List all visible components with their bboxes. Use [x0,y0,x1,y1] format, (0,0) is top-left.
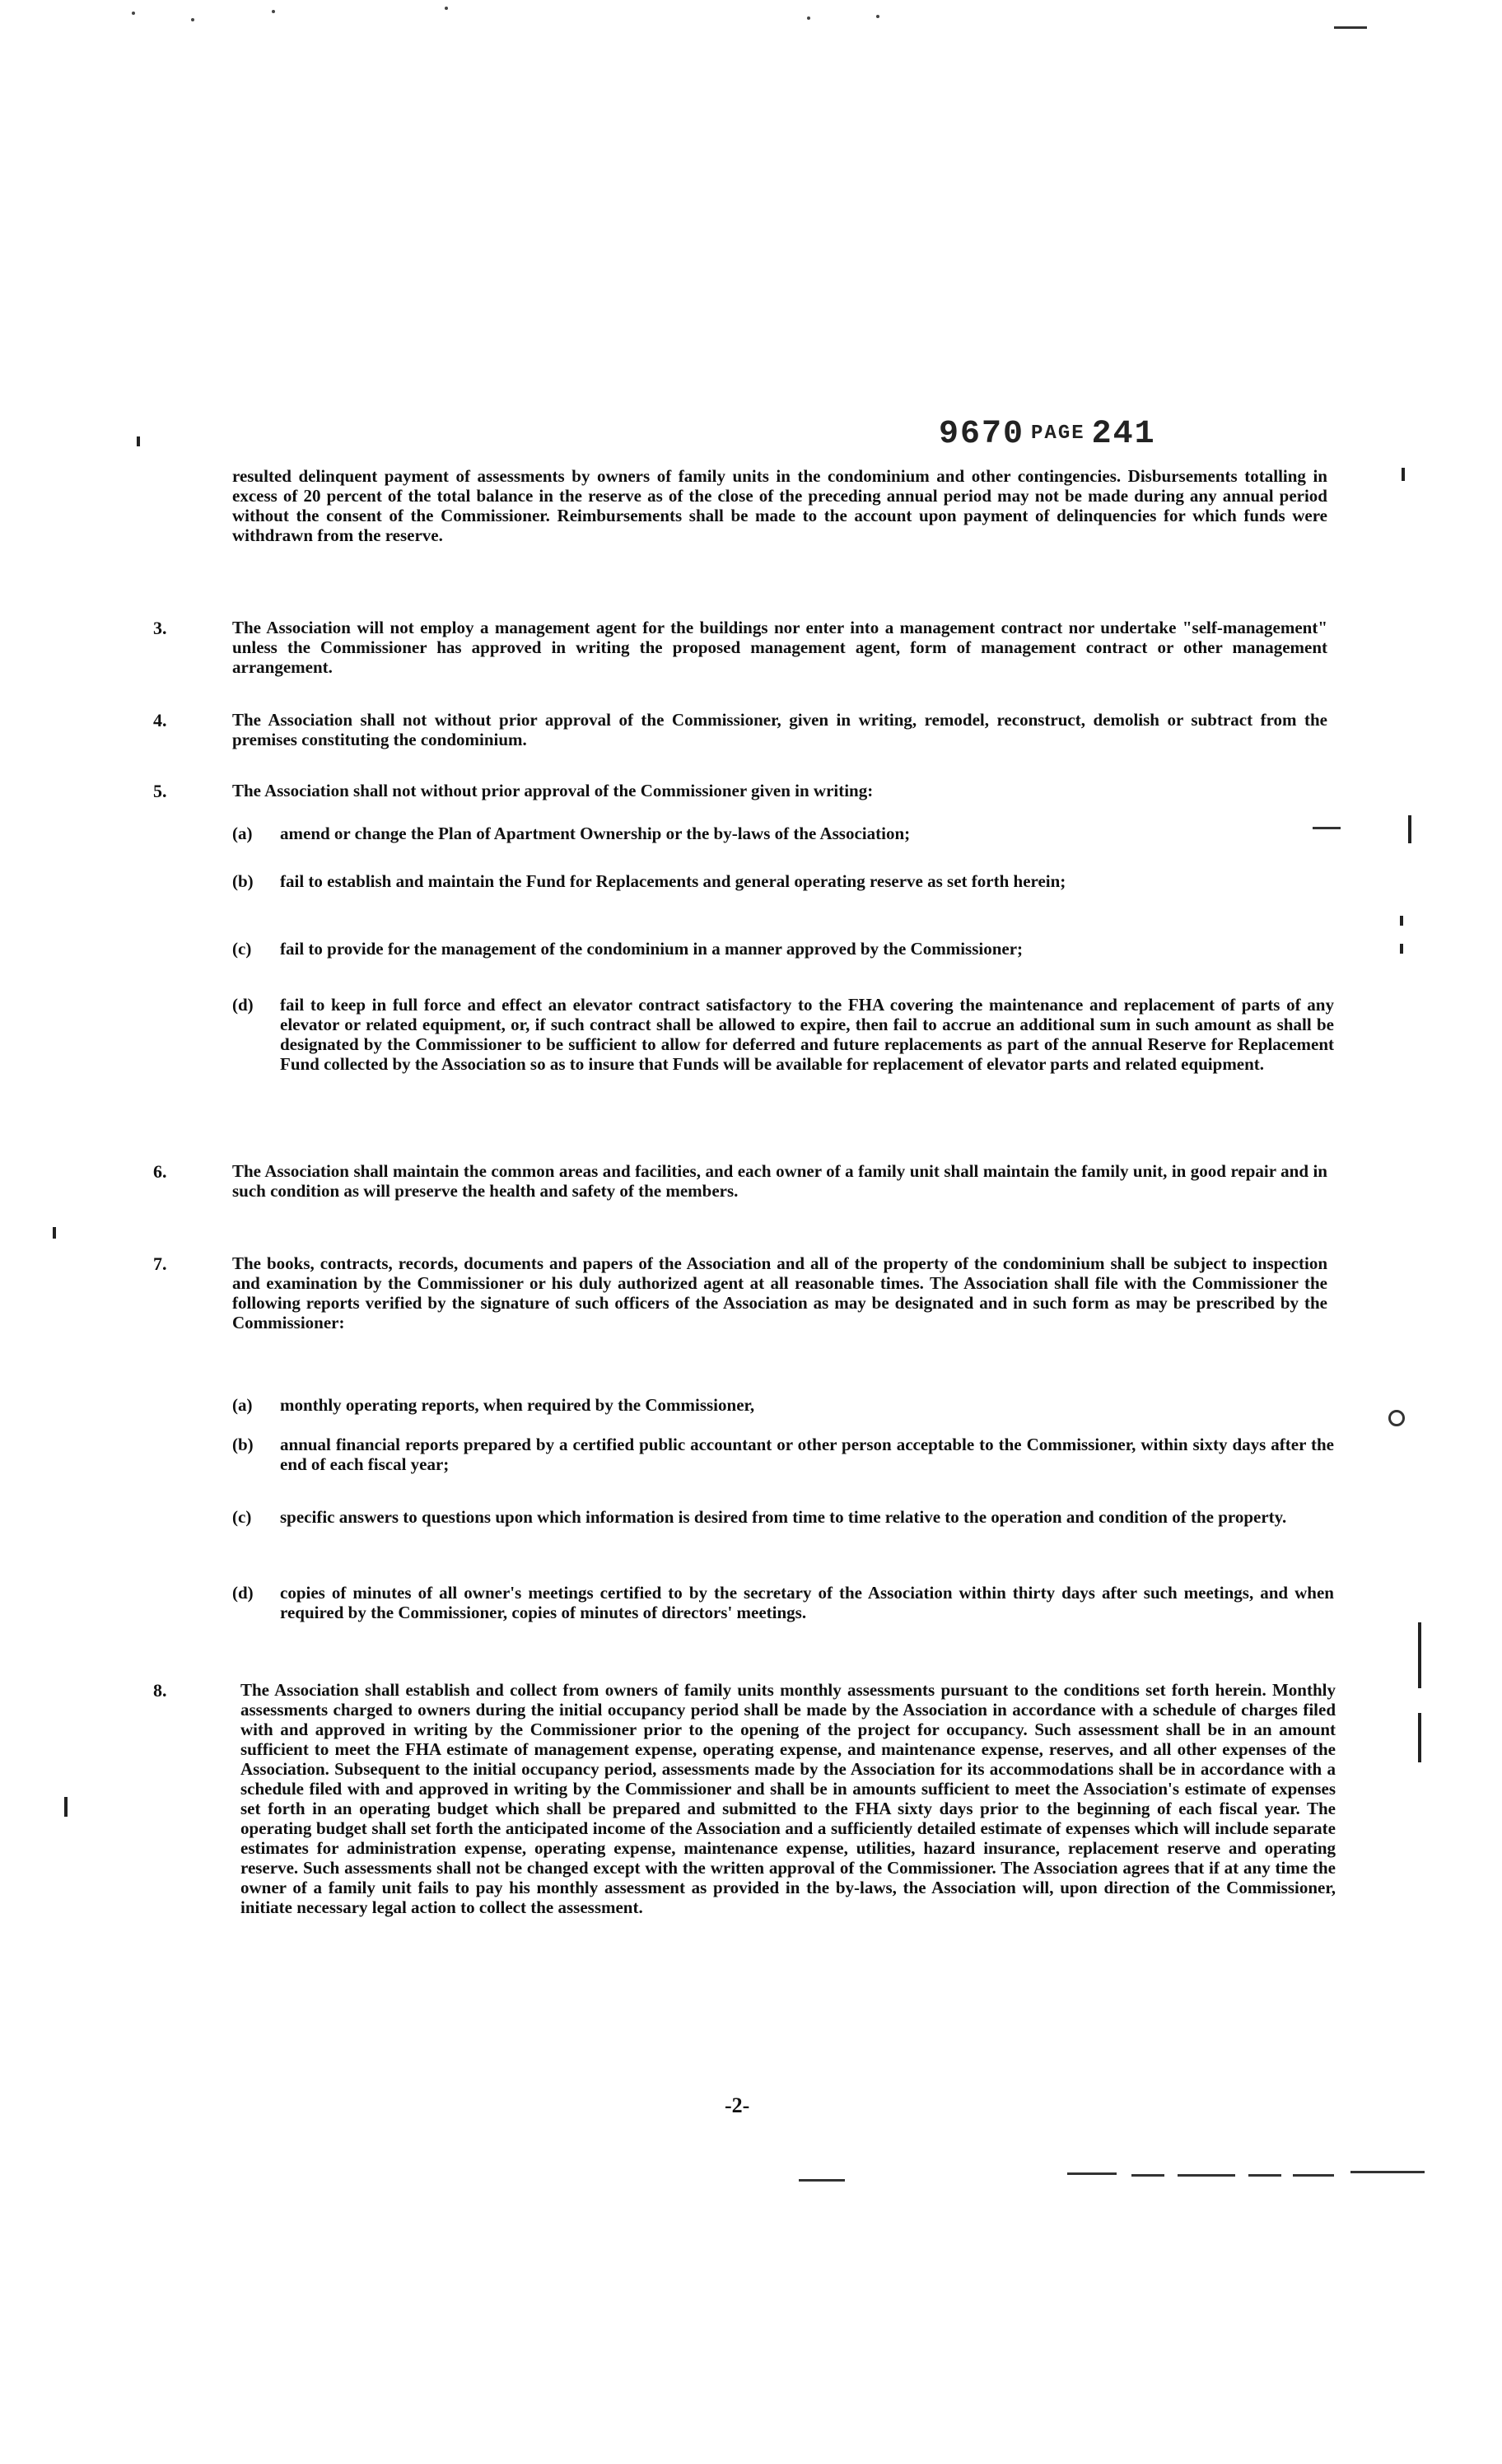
sub-letter: (a) [232,1395,253,1415]
margin-mark [53,1227,56,1239]
clause-text: The Association shall maintain the common areas and facilities, and each owner of a family unit shall maintain the family unit, in good repair and in such condition as will preserve the health and safety of the members. [232,1161,1327,1201]
sub-text: copies of minutes of all owner's meetings certified to by the secretary of the Association within thirty days after such meetings, and when required by the Commissioner, copies of minutes of directors' meetings. [280,1583,1334,1622]
clause-number: 6. [153,1161,167,1182]
book-page-stamp [939,416,1156,453]
scan-speck [132,12,135,15]
scan-speck [272,10,275,13]
page-number-stamp: 241 [1091,416,1156,453]
sub-letter: (b) [232,1435,254,1454]
sub-text: monthly operating reports, when required by the Commissioner, [280,1395,755,1415]
scan-mark [1131,2174,1164,2177]
clause-text: The Association shall establish and collect from owners of family units monthly assessments pursuant to the conditions set forth herein. Monthly assessments charged to owners during the initial occupancy period shall be made by the Association in accordance with a schedule of charges filed with and approved in writing by the Commissioner prior to the opening of the project for occupancy. Such assessment shall be in an amount sufficient to meet the FHA estimate of management expense, operating expense, and maintenance expense, reserves, and all other expenses of the Association. Subsequent to the initial occupancy period, assessments made by the Association for its accommodations shall be in accordance with a schedule filed with and approved in writing by the Commissioner and shall be in amounts sufficient to meet the Association's estimate of expenses set forth in an operating budget which shall be prepared and submitted to the FHA sixty days prior to the beginning of each fiscal year. The operating budget shall set forth the anticipated income of the Association and a sufficiently detailed estimate of expenses which will include separate estimates for administration expense, operating expense, maintenance expense, utilities, hazard insurance, replacement reserve and operating reserve. Such assessments shall not be changed except with the written approval of the Commissioner. The Association agrees that if at any time the owner of a family unit fails to pay his monthly assessment as provided in the by-laws, the Association will, upon direction of the Commissioner, initiate necessary legal action to collect the assessment. [240,1680,1336,1917]
page-label: PAGE [1031,422,1085,445]
page-number: -2- [725,2093,750,2117]
clause-number: 7. [153,1253,167,1274]
margin-mark [137,436,140,446]
margin-mark [1402,468,1405,481]
clause-text: The Association shall not without prior approval of the Commissioner given in writing: [232,781,874,800]
intro-paragraph: resulted delinquent payment of assessments by owners of family units in the condominium and other contingencies. Disbursements totalling in excess of 20 percent of the total balance in the reserve as of the close of the preceding annual period may not be made during any annual period without the consent of the Commissioner. Reimbursements shall be made to the account upon payment of delinquencies for which funds were withdrawn from the reserve. [232,466,1327,545]
sub-text: specific answers to questions upon which information is desired from time to time relative to the operation and condition of the property. [280,1507,1287,1527]
sub-text: fail to establish and maintain the Fund for Replacements and general operating reserve as set forth herein; [280,871,1066,891]
scan-mark [1067,2172,1117,2175]
scan-mark [1350,2171,1425,2173]
margin-mark [1400,944,1403,954]
scan-speck [1388,1410,1405,1426]
clause-number: 5. [153,781,167,801]
margin-mark [1418,1622,1421,1688]
scan-mark [1293,2174,1334,2177]
clause-text: The books, contracts, records, documents and papers of the Association and all of the property of the condominium shall be subject to inspection and examination by the Commissioner or his duly authorized agent at all reasonable times. The Association shall file with the Commissioner the following reports verified by the signature of such officers of the Association as may be designated and in such form as may be prescribed by the Commissioner: [232,1253,1327,1332]
sub-letter: (a) [232,824,253,843]
scan-mark [1178,2174,1235,2177]
sub-text: fail to keep in full force and effect an elevator contract satisfactory to the FHA covering the maintenance and replacement of parts of any elevator or related equipment, or, if such contract shall be allowed to expire, then fail to accrue an additional sum in such amount as shall be designated by the Commissioner to be sufficient to allow for deferred and future replacements as part of the annual Reserve for Replacement Fund collected by the Association so as to insure that Funds will be available for replacement of elevator parts and related equipment. [280,995,1334,1074]
sub-letter: (d) [232,1583,254,1603]
sub-letter: (c) [232,1507,252,1527]
scan-mark [1334,26,1367,29]
sub-letter: (b) [232,871,254,891]
sub-text: annual financial reports prepared by a certified public accountant or other person acceptable to the Commissioner, within sixty days after the end of each fiscal year; [280,1435,1334,1474]
book-number: 9670 [939,416,1025,453]
scan-speck [807,16,810,20]
clause-number: 8. [153,1680,167,1701]
margin-mark [1400,916,1403,926]
clause-number: 3. [153,618,167,638]
sub-letter: (c) [232,939,252,959]
margin-mark [1418,1713,1421,1762]
scan-mark [799,2179,845,2182]
margin-mark [1408,815,1411,843]
scan-speck [191,18,194,21]
clause-text: The Association shall not without prior approval of the Commissioner, given in writing, remodel, reconstruct, demolish or subtract from the premises constituting the condominium. [232,710,1327,749]
scan-speck [445,7,448,10]
scan-mark [1248,2174,1281,2177]
clause-number: 4. [153,710,167,730]
scan-speck [876,15,879,18]
margin-mark [64,1797,68,1817]
sub-text: fail to provide for the management of the condominium in a manner approved by the Commissioner; [280,939,1024,959]
clause-text: The Association will not employ a management agent for the buildings nor enter into a management contract nor undertake "self-management" unless the Commissioner has approved in writing the proposed management agent, form of management contract or other management arrangement. [232,618,1327,677]
margin-mark [1313,827,1341,829]
sub-letter: (d) [232,995,254,1015]
sub-text: amend or change the Plan of Apartment Ownership or the by-laws of the Association; [280,824,911,843]
